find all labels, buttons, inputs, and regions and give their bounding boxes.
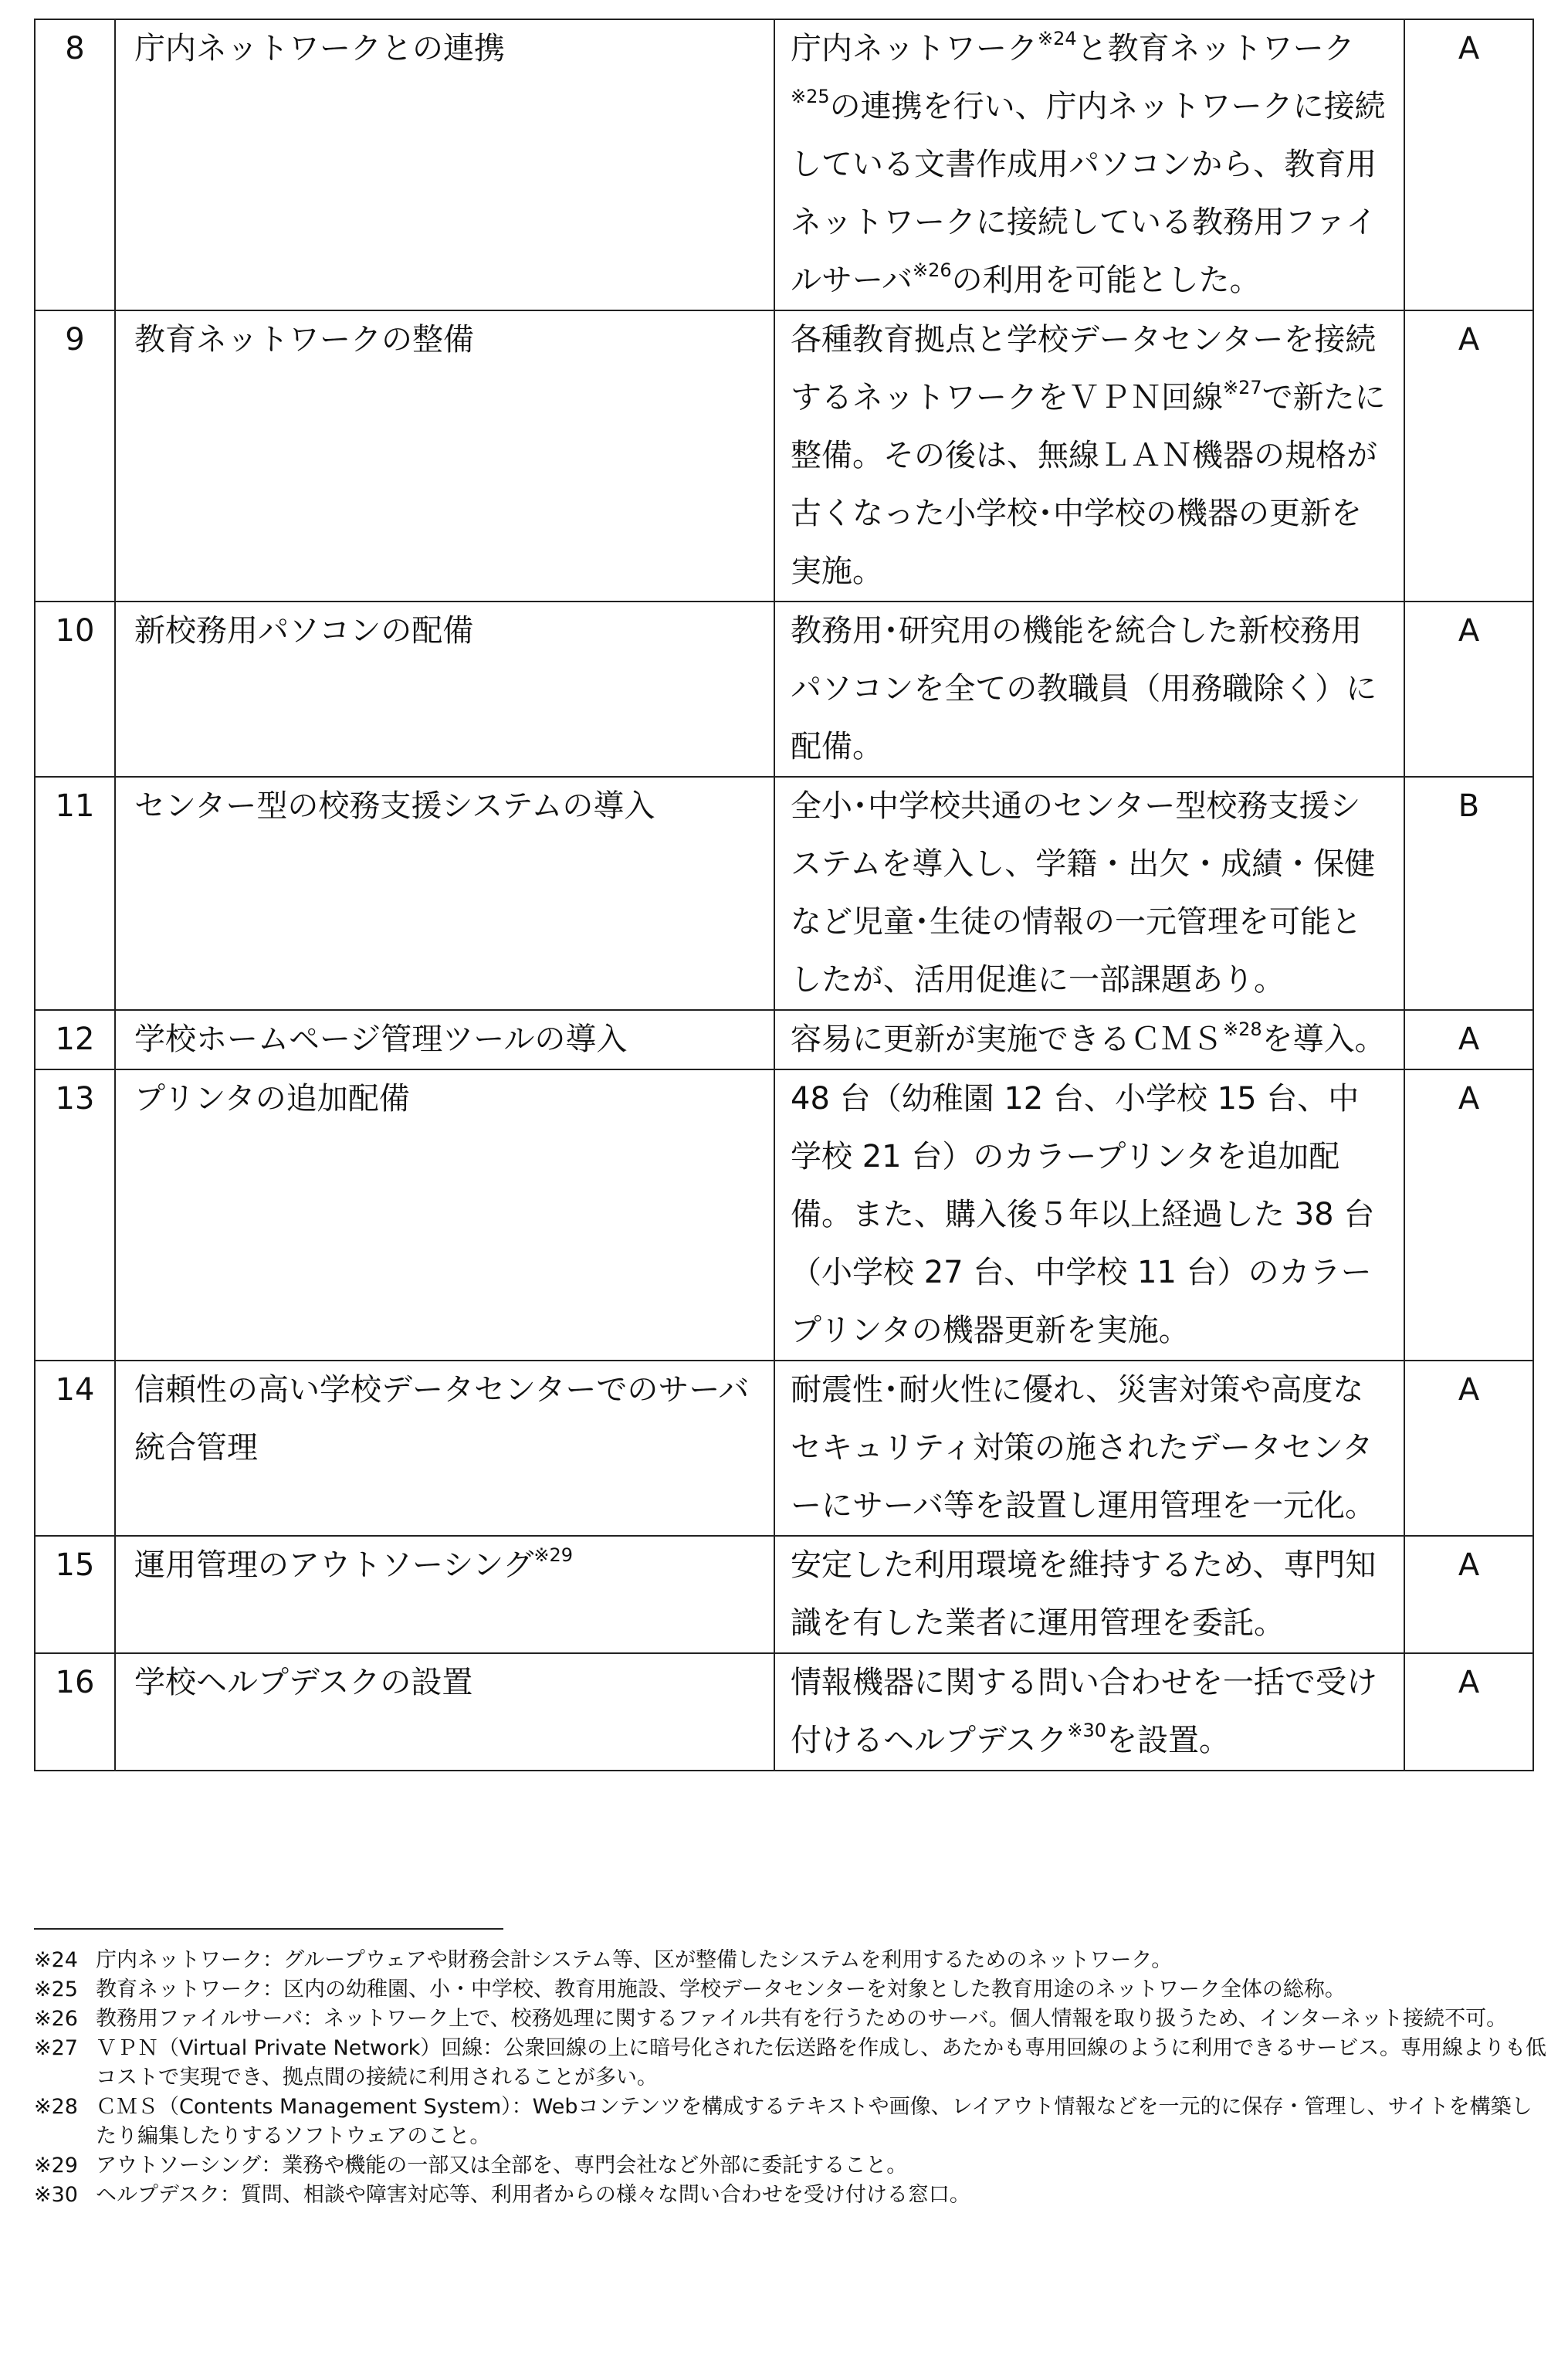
description-text: 各種教育拠点と学校データセンターを接続するネットワークをＶＰＮ回線: [791, 322, 1377, 415]
footnote: [34, 2034, 1547, 2093]
evaluation-grade: A: [1404, 1361, 1533, 1536]
row-number: 11: [35, 777, 115, 1010]
row-number: 15: [35, 1536, 115, 1653]
footnote-label: ※25: [34, 1978, 78, 2001]
item-text: センター型の校務支援システムの導入: [134, 788, 655, 824]
table-row: [35, 1069, 1533, 1361]
row-number: 8: [35, 19, 115, 310]
footnote-text: 教務用ファイルサーバ：ネットワーク上で、校務処理に関するファイル共有を行うためのサーバ。個人情報を取り扱うため、インターネット接続不可。: [96, 2007, 1508, 2031]
footnote-text: 教育ネットワーク：区内の幼稚園、小・中学校、教育用施設、学校データセンターを対象とした教育用途のネットワーク全体の総称。: [96, 1978, 1346, 2001]
evaluation-grade: A: [1404, 1010, 1533, 1069]
item-name: [115, 310, 774, 602]
row-number: 10: [35, 602, 115, 777]
item-name: [115, 1653, 774, 1771]
row-number: 12: [35, 1010, 115, 1069]
footnote-label: ※26: [34, 2007, 78, 2031]
item-description: [774, 1653, 1404, 1771]
footnote: [34, 1975, 1547, 2005]
item-name: [115, 1361, 774, 1536]
footnote-label: ※30: [34, 2183, 78, 2207]
footnote-ref: ※26: [913, 259, 952, 281]
footnote-text: 庁内ネットワーク：グループウェアや財務会計システム等、区が整備したシステムを利用するためのネットワーク。: [96, 1948, 1173, 1972]
footnote-rule: [34, 1928, 503, 1930]
measures-table: [34, 19, 1534, 1771]
footnote-text: ヘルプデスク：質問、相談や障害対応等、利用者からの様々な問い合わせを受け付ける窓口。: [96, 2183, 970, 2207]
item-description: [774, 310, 1404, 602]
description-text: 庁内ネットワーク: [791, 31, 1038, 66]
footnote: [34, 2151, 1547, 2181]
description-text: 48 台（幼稚園 12 台、小学校 15 台、中学校 21 台）のカラープリンタを追加配備。また、購入後５年以上経過した 38 台（小学校 27 台、中学校 11 台）のカラープリンタの機器更新を実施。: [791, 1081, 1375, 1348]
footnote-ref: ※29: [533, 1544, 574, 1566]
description-text: 情報機器に関する問い合わせを一括で受け付けるヘルプデスク: [791, 1665, 1377, 1758]
item-text: 信頼性の高い学校データセンターでのサーバ統合管理: [134, 1372, 750, 1466]
evaluation-grade: A: [1404, 1069, 1533, 1361]
footnotes: [34, 1946, 1547, 2210]
description-text: 教務用･研究用の機能を統合した新校務用パソコンを全ての教職員（用務職除く）に配備。: [791, 613, 1377, 764]
footnote: [34, 1946, 1547, 1975]
table-row: [35, 777, 1533, 1010]
item-text: 運用管理のアウトソーシング: [134, 1547, 534, 1583]
footnote-label: ※29: [34, 2154, 78, 2178]
item-description: [774, 1069, 1404, 1361]
item-name: [115, 1536, 774, 1653]
evaluation-grade: B: [1404, 777, 1533, 1010]
evaluation-grade: A: [1404, 602, 1533, 777]
row-number: 13: [35, 1069, 115, 1361]
footnote: [34, 2181, 1547, 2210]
item-text: プリンタの追加配備: [134, 1081, 410, 1117]
footnote-text: ＶＰＮ（Virtual Private Network）回線：公衆回線の上に暗号化された伝送路を作成し、あたかも専用回線のように利用できるサービス。専用線よりも低コストで実現でき、拠点間の接続に利用されることが多い。: [96, 2036, 1547, 2089]
table-row: [35, 19, 1533, 310]
item-text: 学校ホームページ管理ツールの導入: [134, 1022, 628, 1057]
footnote: [34, 2093, 1547, 2151]
item-text: 庁内ネットワークとの連携: [134, 31, 505, 66]
footnote-label: ※27: [34, 2036, 78, 2060]
footnote-ref: ※27: [1223, 376, 1262, 398]
table-row: [35, 1361, 1533, 1536]
table-row: [35, 1653, 1533, 1771]
footnote-ref: ※28: [1223, 1018, 1262, 1040]
description-text: の利用を可能とした。: [951, 263, 1261, 298]
evaluation-grade: A: [1404, 1653, 1533, 1771]
table-row: [35, 602, 1533, 777]
description-text: 容易に更新が実施できるＣＭＳ: [791, 1022, 1223, 1057]
item-name: [115, 602, 774, 777]
evaluation-grade: A: [1404, 310, 1533, 602]
item-text: 学校ヘルプデスクの設置: [134, 1665, 473, 1700]
footnote-text: アウトソーシング：業務や機能の一部又は全部を、専門会社など外部に委託すること。: [96, 2154, 908, 2178]
description-text: 耐震性･耐火性に優れ、災害対策や高度なセキュリティ対策の施されたデータセンターにサーバ等を設置し運用管理を一元化。: [791, 1372, 1376, 1523]
footnote-label: ※28: [34, 2095, 78, 2119]
item-description: [774, 602, 1404, 777]
item-name: [115, 1010, 774, 1069]
item-description: [774, 1536, 1404, 1653]
item-description: [774, 19, 1404, 310]
item-description: [774, 777, 1404, 1010]
table-row: [35, 1010, 1533, 1069]
row-number: 16: [35, 1653, 115, 1771]
description-text: の連携を行い、庁内ネットワークに接続している文書作成用パソコンから、教育用ネットワークに接続している教務用ファイルサーバ: [791, 89, 1386, 298]
evaluation-grade: A: [1404, 19, 1533, 310]
table-row: [35, 1536, 1533, 1653]
description-text: と教育ネットワーク: [1076, 31, 1355, 66]
footnote: [34, 2005, 1547, 2034]
item-name: [115, 1069, 774, 1361]
item-text: 教育ネットワークの整備: [134, 322, 474, 358]
footnote-label: ※24: [34, 1948, 78, 1972]
item-name: [115, 777, 774, 1010]
item-name: [115, 19, 774, 310]
evaluation-grade: A: [1404, 1536, 1533, 1653]
description-text: を導入。: [1262, 1022, 1386, 1057]
row-number: 14: [35, 1361, 115, 1536]
row-number: 9: [35, 310, 115, 602]
footnote-ref: ※25: [791, 85, 830, 107]
item-text: 新校務用パソコンの配備: [134, 613, 474, 649]
item-description: [774, 1010, 1404, 1069]
item-description: [774, 1361, 1404, 1536]
description-text: で新たに整備。その後は、無線ＬＡＮ機器の規格が古くなった小学校･中学校の機器の更新を実施。: [791, 380, 1386, 589]
description-text: を設置。: [1106, 1723, 1231, 1758]
footnote-text: ＣＭＳ（Contents Management System）：Webコンテンツを構成するテキストや画像、レイアウト情報などを一元的に保存・管理し、サイトを構築したり編集したりするソフトウェアのこと。: [96, 2095, 1532, 2148]
footnote-ref: ※24: [1038, 27, 1077, 49]
footnote-ref: ※30: [1067, 1719, 1107, 1741]
table-row: [35, 310, 1533, 602]
description-text: 安定した利用環境を維持するため、専門知識を有した業者に運用管理を委託。: [791, 1547, 1377, 1641]
description-text: 全小･中学校共通のセンター型校務支援システムを導入し、学籍・出欠・成績・保健など児童･生徒の情報の一元管理を可能としたが、活用促進に一部課題あり。: [791, 788, 1376, 998]
